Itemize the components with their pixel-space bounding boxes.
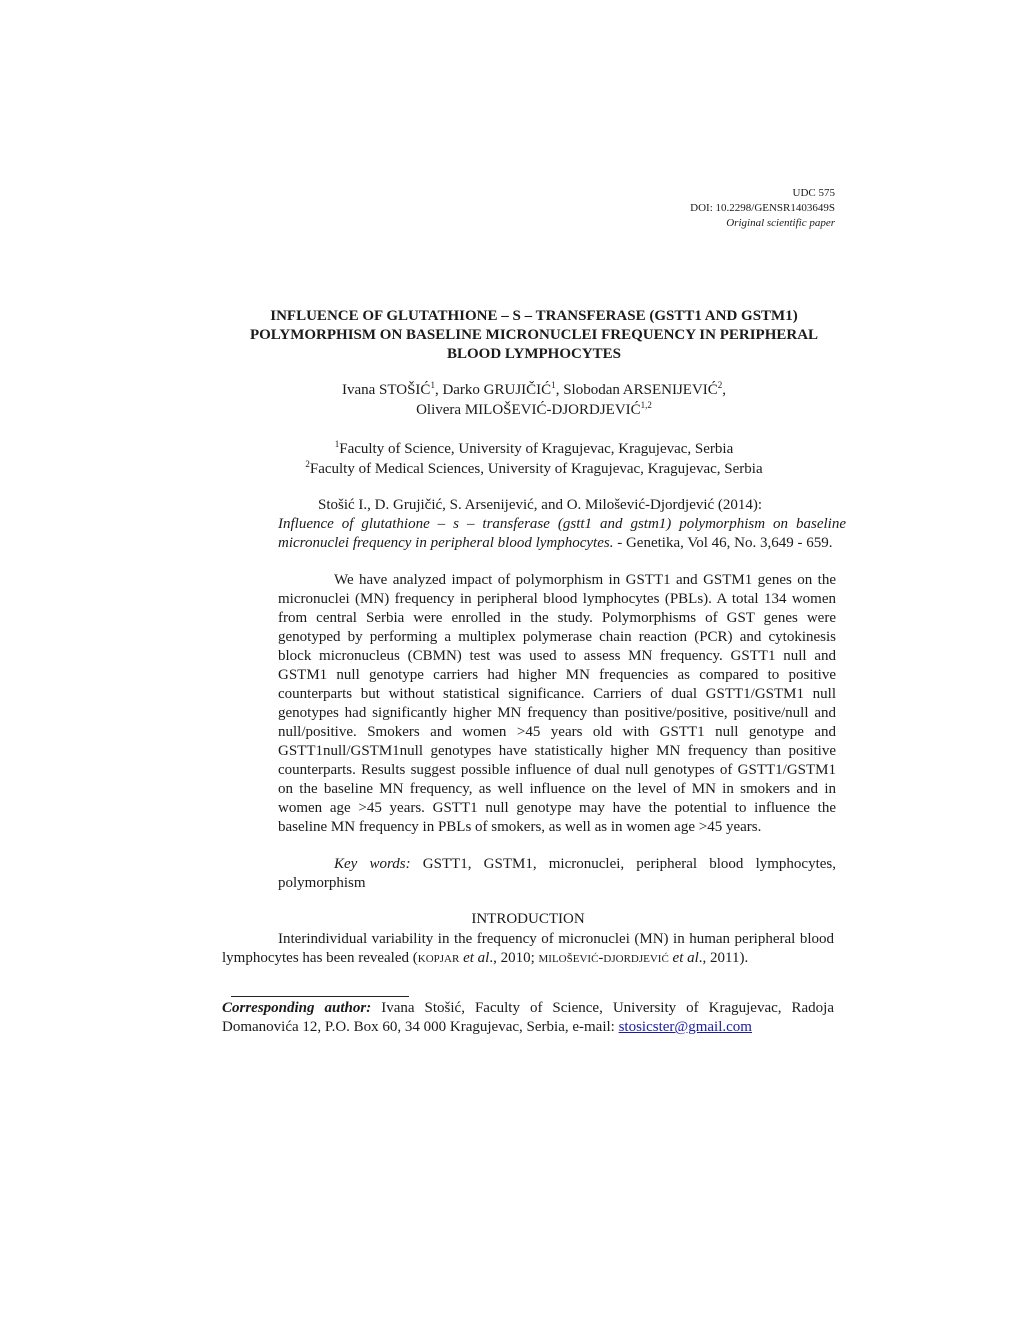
- abstract: We have analyzed impact of polymorphism in GSTT1 and GSTM1 genes on the micronuclei (MN) frequency in peripheral blood lymphocytes (PBLs). A total 134 women from central Serbia were enrolled in the study. Polymorphisms of GST genes were genotyped by performing a multiplex polymerase chain reaction (PCR) and cytokinesis block micronucleus (CBMN) test was used to assess MN frequency. GSTT1 null and GSTM1 null genotype carriers had higher MN frequencies as compared to positive counterparts but without statistical significance. Carriers of dual GSTT1/GSTM1 null genotypes had significantly higher MN frequency than positive/positive, positive/null and null/positive. Smokers and women >45 years old with GSTT1 null genotype and GSTT1null/GSTM1null genotypes have statistically higher MN frequency than positive counterparts. Results suggest possible influence of dual null genotypes of GSTT1/GSTM1 on the baseline MN frequency, as well influence on the level of MN in smokers and in women age >45 years. GSTT1 null genotype may have the potential to influence the baseline MN frequency in PBLs of smokers, as well as in women age >45 years.: [278, 572, 836, 835]
- footnote-label: Corresponding author:: [222, 1000, 372, 1016]
- title-line-3: BLOOD LYMPHOCYTES: [446, 346, 622, 362]
- udc-code: UDC 575: [792, 187, 835, 199]
- author: Olivera MILOŠEVIĆ-DJORDJEVIĆ$^{1,2}$: [416, 400, 652, 418]
- affiliation-list: [222, 439, 846, 479]
- affiliation: $^1$Faculty of Science, University of Kragujevac, Kragujevac, Serbia: [334, 439, 734, 457]
- footnote-divider: [231, 996, 409, 997]
- keywords-text: GSTT1, GSTM1, micronuclei, peripheral blood lymphocytes, polymorphism: [278, 856, 836, 891]
- introduction-paragraph: Interindividual variability in the frequency of micronuclei (MN) in human peripheral blood lymphocytes has been revealed (kopjar et al., 2010; milošević-djordjević et al., 2011).: [222, 931, 834, 966]
- citation-block: [278, 496, 846, 553]
- title-line-1: INFLUENCE OF GLUTATHIONE – S – TRANSFERASE (GSTT1 AND GSTM1): [270, 308, 798, 324]
- affiliation: $^2$Faculty of Medical Sciences, University of Kragujevac, Kragujevac, Serbia: [305, 459, 763, 477]
- email-link[interactable]: stosicster@gmail.com: [618, 1019, 752, 1035]
- citation-title: Influence of glutathione – s – transferase (gstt1 and gstm1) polymorphism on baseline micronuclei frequency in peripheral blood lymphocytes.: [278, 516, 846, 551]
- keywords: [278, 855, 836, 893]
- author: Slobodan ARSENIJEVIĆ$^2$,: [563, 380, 727, 398]
- author: Ivana STOŠIĆ$^1$,: [341, 380, 443, 398]
- paper-type: Original scientific paper: [726, 217, 835, 229]
- citation-journal: - Genetika, Vol 46, No. 3,649 - 659.: [613, 535, 833, 551]
- reference-kopjar: kopjar: [417, 950, 460, 966]
- author-list: [222, 380, 846, 420]
- keywords-label: Key words:: [334, 856, 411, 872]
- author: Darko GRUJIČIĆ$^1$,: [442, 380, 564, 398]
- article-title: [222, 307, 846, 364]
- citation-authors: Stošić I., D. Grujičić, S. Arsenijević, and O. Milošević-Djordjević (2014):: [318, 497, 763, 513]
- corresponding-author-footnote: [222, 999, 834, 1037]
- footnote-text: Ivana Stošić, Faculty of Science, University of Kragujevac, Radoja Domanovića 12, P.O. Box 60, 34 000 Kragujevac, Serbia, e-mail:: [222, 1000, 835, 1035]
- article-metadata: [690, 186, 835, 231]
- section-heading-introduction: INTRODUCTION: [471, 911, 585, 927]
- doi: DOI: 10.2298/GENSR1403649S: [690, 202, 835, 214]
- reference-milosevic: milošević-djordjević: [538, 950, 669, 966]
- title-line-2: POLYMORPHISM ON BASELINE MICRONUCLEI FREQUENCY IN PERIPHERAL: [249, 327, 819, 343]
